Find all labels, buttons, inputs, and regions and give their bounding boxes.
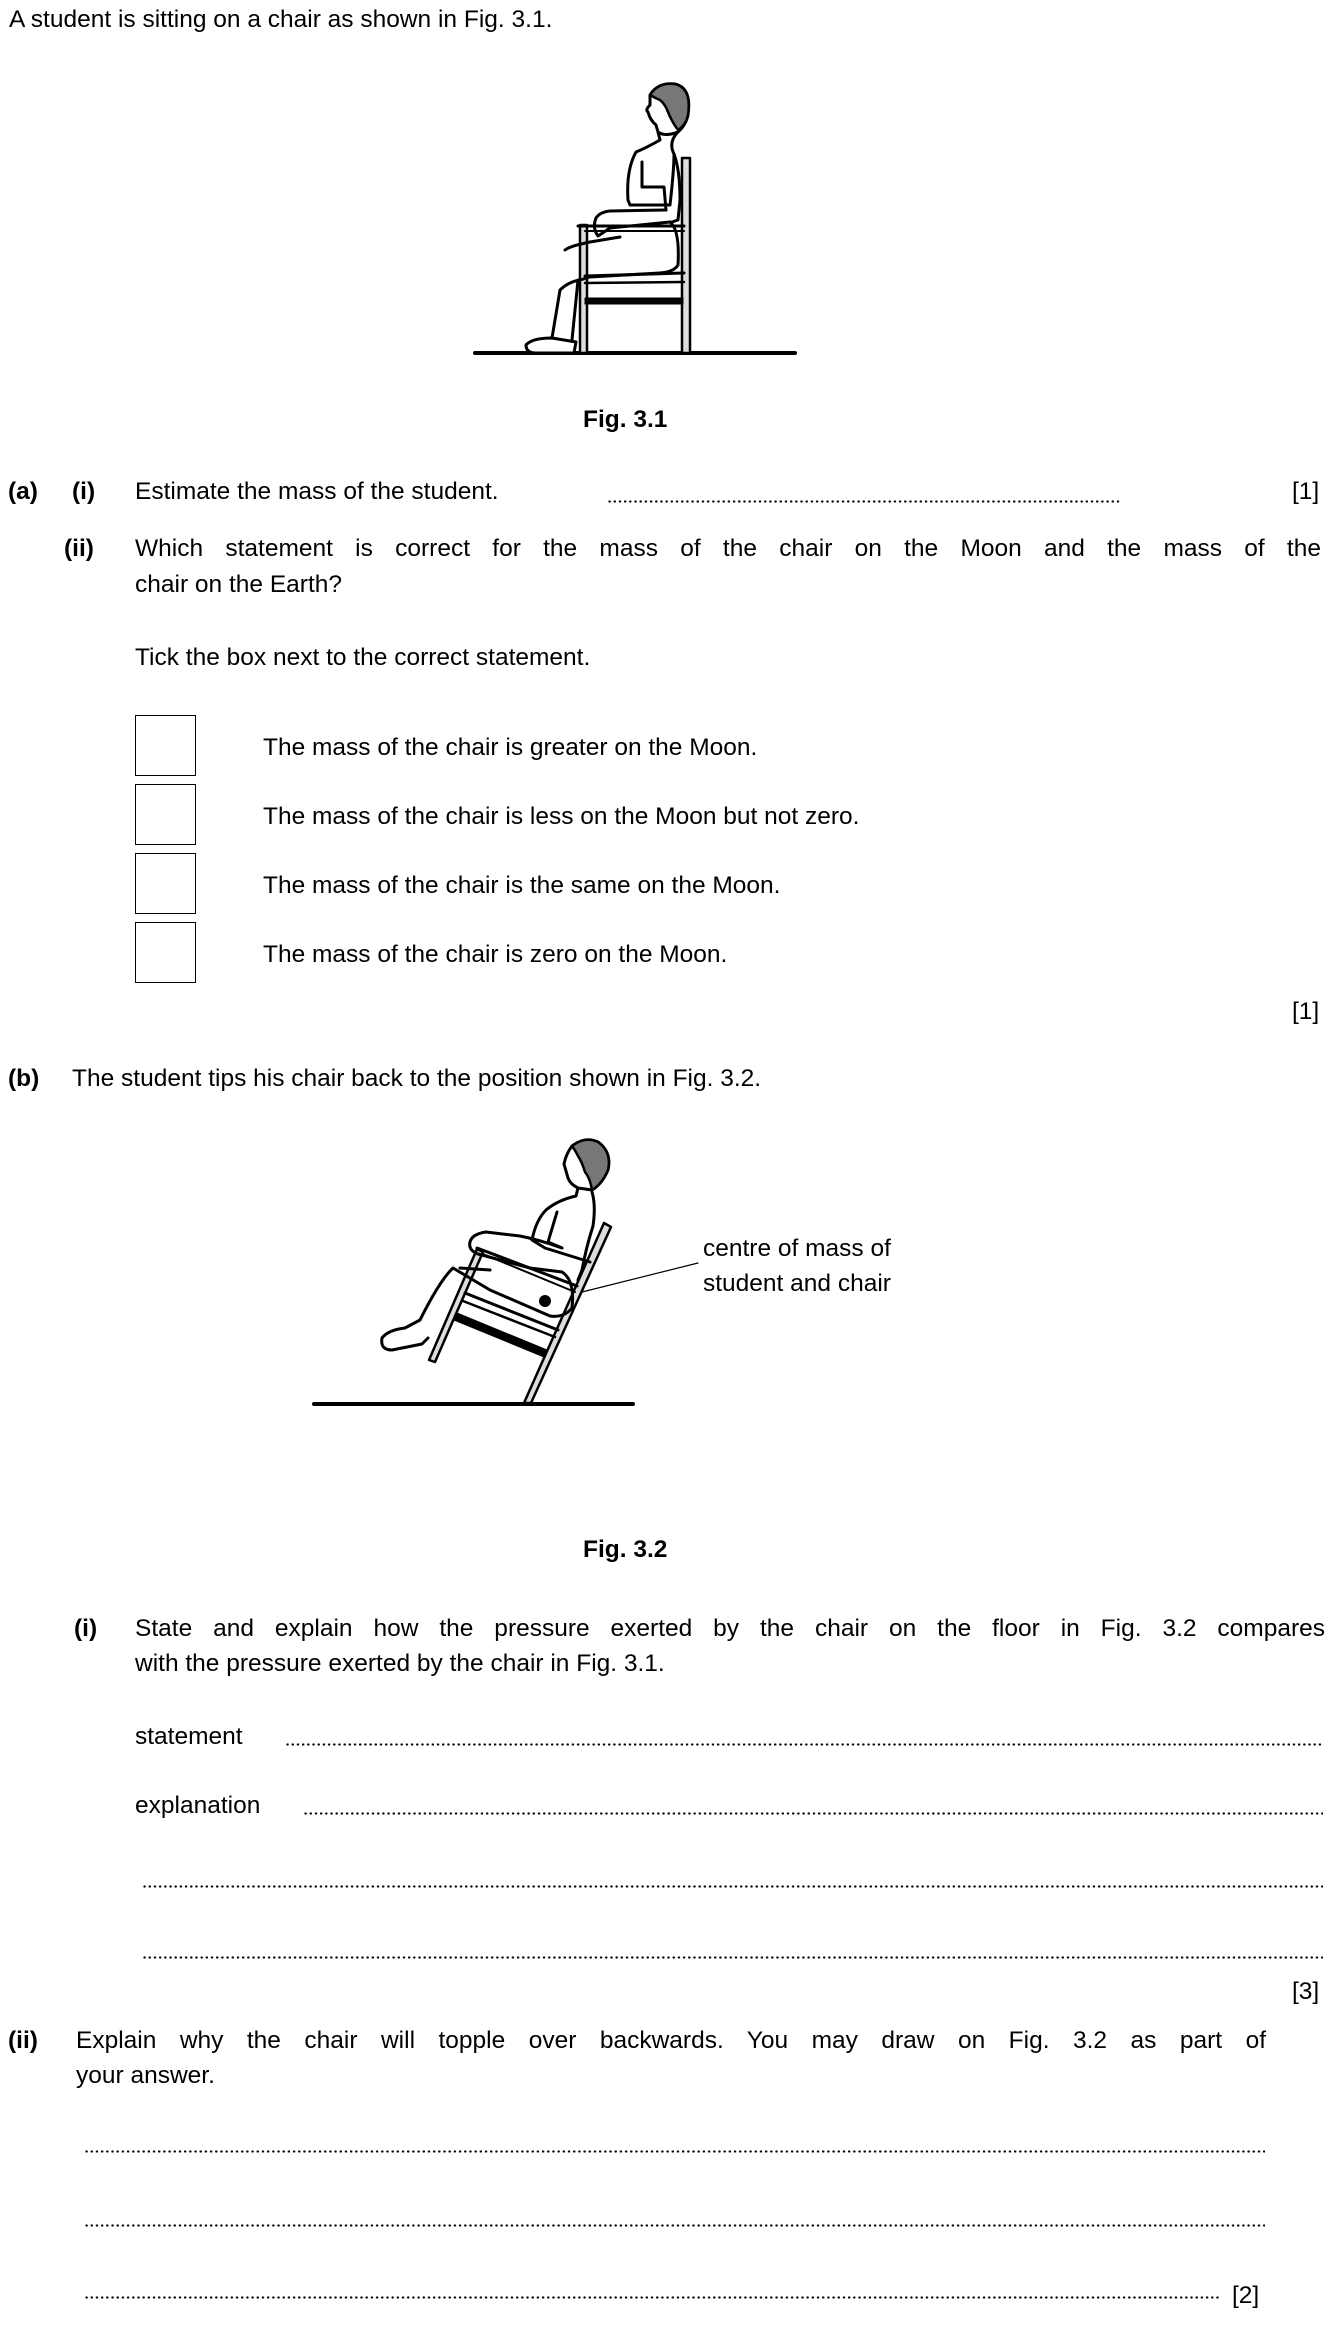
intro-text: A student is sitting on a chair as shown in Fig. 3.1. (9, 6, 553, 33)
part-a-ii-question-line1: Which statement is correct for the mass of the chair on the Moon and the mass of the (135, 535, 1321, 562)
part-b-i-question-line2: with the pressure exerted by the chair in Fig. 3.1. (135, 1650, 665, 1677)
option-1-text: The mass of the chair is greater on the Moon. (263, 734, 758, 761)
centre-of-mass-label-line1: centre of mass of (703, 1235, 891, 1262)
part-b-stem: The student tips his chair back to the position shown in Fig. 3.2. (72, 1065, 762, 1092)
part-a-ii-question-line2: chair on the Earth? (135, 571, 343, 598)
part-a-ii-instruction: Tick the box next to the correct statement. (135, 644, 591, 671)
centre-of-mass-dot (539, 1295, 551, 1307)
leader-line (582, 1263, 698, 1292)
part-b-ii-question-line1: Explain why the chair will topple over backwards. You may draw on Fig. 3.2 as part of (76, 2027, 1266, 2054)
part-a-i-marks: [1] (1292, 478, 1320, 505)
part-a-i-question: Estimate the mass of the student. (135, 478, 499, 505)
part-b-i-question-line1: State and explain how the pressure exerted by the chair on the floor in Fig. 3.2 compares (135, 1615, 1325, 1642)
figure-3-1 (460, 70, 820, 370)
option-2-text: The mass of the chair is less on the Moon but not zero. (263, 803, 860, 830)
answer-line-topple-2[interactable] (84, 2224, 1265, 2227)
student-tipping-chair-icon (314, 1140, 698, 1404)
answer-line-explanation-2[interactable] (142, 1885, 1323, 1888)
answer-line-mass[interactable] (607, 500, 1122, 503)
part-b-i-marks: [3] (1292, 1978, 1320, 2005)
tick-box-option-4[interactable] (135, 922, 196, 983)
tick-box-option-1[interactable] (135, 715, 196, 776)
part-a-i-label: (i) (72, 478, 96, 505)
part-b-ii-label: (ii) (8, 2027, 38, 2054)
answer-line-statement[interactable] (285, 1743, 1323, 1746)
explanation-label: explanation (135, 1792, 261, 1819)
option-4-text: The mass of the chair is zero on the Moon. (263, 941, 728, 968)
part-b-label: (b) (8, 1065, 40, 1092)
part-a-label: (a) (8, 478, 38, 505)
answer-line-topple-3[interactable] (84, 2296, 1220, 2299)
answer-line-explanation-3[interactable] (142, 1956, 1323, 1959)
part-b-ii-question-line2: your answer. (76, 2062, 215, 2089)
student-sitting-icon (475, 84, 795, 353)
answer-line-topple-1[interactable] (84, 2150, 1265, 2153)
tick-box-option-3[interactable] (135, 853, 196, 914)
statement-label: statement (135, 1723, 243, 1750)
option-3-text: The mass of the chair is the same on the Moon. (263, 872, 781, 899)
part-b-ii-marks: [2] (1232, 2282, 1260, 2309)
part-b-i-label: (i) (74, 1615, 98, 1642)
figure-3-2-caption: Fig. 3.2 (583, 1536, 668, 1563)
chair-back-post (682, 158, 690, 353)
tick-box-option-2[interactable] (135, 784, 196, 845)
part-a-ii-marks: [1] (1292, 998, 1320, 1025)
figure-3-2 (300, 1130, 720, 1420)
figure-3-1-caption: Fig. 3.1 (583, 406, 668, 433)
answer-line-explanation-1[interactable] (303, 1812, 1323, 1815)
part-a-ii-label: (ii) (64, 535, 94, 562)
centre-of-mass-label-line2: student and chair (703, 1270, 891, 1297)
